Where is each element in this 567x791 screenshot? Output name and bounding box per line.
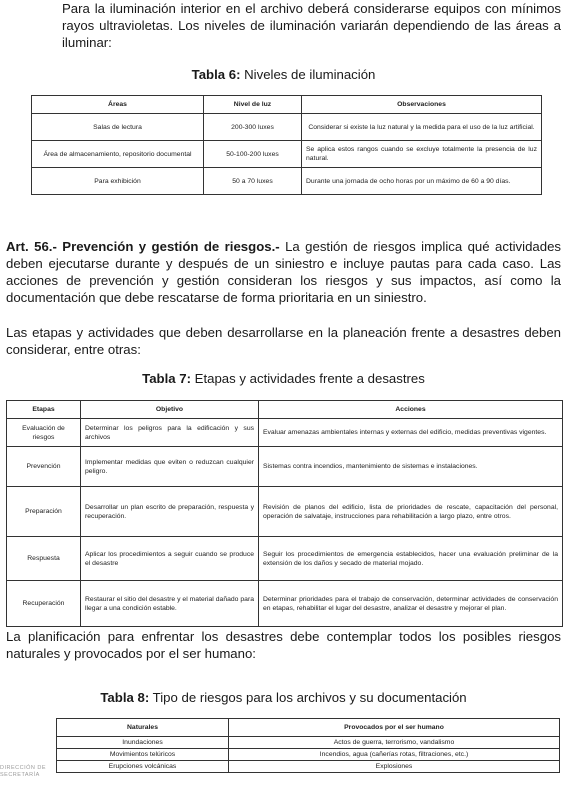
stamp-line-2: SECRETARÍA <box>0 772 40 778</box>
table6-label: Tabla 6: <box>191 67 241 82</box>
lighting-levels-table <box>31 95 542 195</box>
table6-title: Niveles de iluminación <box>244 67 376 82</box>
article-56-paragraph <box>0 238 567 306</box>
table-cell: Restaurar el sitio del desastre y el material dañado para llegar a una condición estable. <box>81 581 259 627</box>
table-cell: Implementar medidas que eviten o reduzcan cualquier peligro. <box>81 447 259 487</box>
table-cell: Preparación <box>7 487 81 537</box>
column-header: Nivel de luz <box>204 96 302 114</box>
table-cell: Movimientos telúricos <box>57 749 229 761</box>
table7-label: Tabla 7: <box>142 371 191 386</box>
table-cell: Revisión de planos del edificio, lista de prioridades de rescate, capacitación del personal, operación de salvataje, instrucciones para rehabilitación a largo plazo, entre otros. <box>259 487 563 537</box>
table8-caption <box>0 690 567 705</box>
table-cell: Desarrollar un plan escrito de preparación, respuesta y recuperación. <box>81 487 259 537</box>
column-header: Acciones <box>259 401 563 419</box>
table-cell: Evaluación de riesgos <box>7 419 81 447</box>
table-cell: Prevención <box>7 447 81 487</box>
table-cell: Determinar los peligros para la edificación y sus archivos <box>81 419 259 447</box>
table6-caption <box>0 67 567 82</box>
table-cell: Evaluar amenazas ambientales internas y externas del edificio, medidas preventivas vigentes. <box>259 419 563 447</box>
risk-types-table <box>56 718 560 773</box>
table-header-row <box>32 96 542 114</box>
article-56-body: La gestión de riesgos implica qué actividades deben ejecutarse durante y después de un siniestro e incluye pautas para cada caso. Las acciones de prevención y gestión consideran los riesgos y sus impactos, así como la documentación que debe rescatarse de forma prioritaria en un siniestro. <box>6 239 562 305</box>
table-header-row <box>57 719 560 737</box>
stages-paragraph: Las etapas y actividades que deben desarrollarse en la planeación frente a desastres deben considerar, entre otras: <box>6 325 561 357</box>
table-cell: 50 a 70 luxes <box>204 168 302 195</box>
column-header: Provocados por el ser humano <box>229 719 560 737</box>
stamp-line-1: DIRECCIÓN DE <box>0 765 47 771</box>
table-cell: Respuesta <box>7 537 81 581</box>
table-row <box>32 168 542 195</box>
official-stamp <box>0 765 52 791</box>
table7-title: Etapas y actividades frente a desastres <box>194 371 425 386</box>
column-header: Observaciones <box>302 96 542 114</box>
table7-caption <box>0 371 567 386</box>
column-header: Naturales <box>57 719 229 737</box>
table-cell: Sistemas contra incendios, mantenimiento de sistemas e instalaciones. <box>259 447 563 487</box>
table-cell: Durante una jornada de ocho horas por un máximo de 60 a 90 días. <box>302 168 542 195</box>
table-row <box>7 537 563 581</box>
table-row <box>57 737 560 749</box>
table-cell: Erupciones volcánicas <box>57 761 229 773</box>
table-cell: Explosiones <box>229 761 560 773</box>
article-56-title: Art. 56.- Prevención y gestión de riesgos.- <box>6 239 280 254</box>
intro-paragraph: Para la iluminación interior en el archivo deberá considerarse equipos con mínimos rayos ultravioletas. Los niveles de iluminación variarán dependiendo de las áreas a iluminar: <box>62 1 561 50</box>
table-cell: Aplicar los procedimientos a seguir cuando se produce el desastre <box>81 537 259 581</box>
table8-label: Tabla 8: <box>100 690 150 705</box>
table-row <box>7 419 563 447</box>
table-cell: Para exhibición <box>32 168 204 195</box>
table-cell: 200-300 luxes <box>204 114 302 141</box>
column-header: Áreas <box>32 96 204 114</box>
table-row <box>7 487 563 537</box>
disaster-stages-table <box>6 400 563 627</box>
table-row <box>57 749 560 761</box>
table-row <box>7 447 563 487</box>
table-cell: Seguir los procedimientos de emergencia establecidos, hacer una evaluación preliminar de la extensión de los daños y secado de material mojado. <box>259 537 563 581</box>
table-header-row <box>7 401 563 419</box>
table-row <box>57 761 560 773</box>
table-cell: Considerar si existe la luz natural y la medida para el uso de la luz artificial. <box>302 114 542 141</box>
table-cell: Inundaciones <box>57 737 229 749</box>
table-cell: 50-100-200 luxes <box>204 141 302 168</box>
table-cell: Se aplica estos rangos cuando se excluye totalmente la presencia de luz natural. <box>302 141 542 168</box>
table-row <box>32 114 542 141</box>
table8-title: Tipo de riesgos para los archivos y su documentación <box>152 690 467 705</box>
table-cell: Actos de guerra, terrorismo, vandalismo <box>229 737 560 749</box>
column-header: Etapas <box>7 401 81 419</box>
table-cell: Incendios, agua (cañerías rotas, filtraciones, etc.) <box>229 749 560 761</box>
planning-paragraph: La planificación para enfrentar los desastres debe contemplar todos los posibles riesgos naturales y provocados por el ser humano: <box>6 629 561 661</box>
table-cell: Recuperación <box>7 581 81 627</box>
table-row <box>7 581 563 627</box>
table-cell: Determinar prioridades para el trabajo de conservación, determinar actividades de conservación en etapas, rehabilitar el lugar del desastre, analizar el desastre y mejorar el plan. <box>259 581 563 627</box>
table-row <box>32 141 542 168</box>
table-cell: Área de almacenamiento, repositorio documental <box>32 141 204 168</box>
table-cell: Salas de lectura <box>32 114 204 141</box>
column-header: Objetivo <box>81 401 259 419</box>
